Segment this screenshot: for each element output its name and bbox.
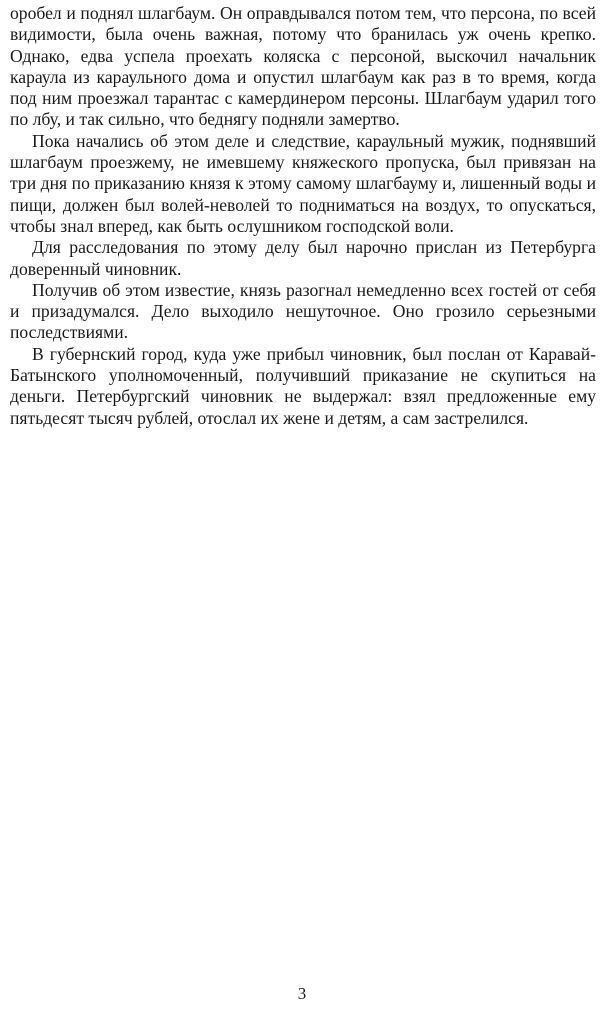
page-number: 3: [297, 984, 307, 1003]
paragraph-5: В губернский город, куда уже прибыл чиновник, был послан от Каравай-Батынского уполномоченный, получивший приказание не скупиться на деньги. Петербургский чиновник не выдержал: взял предложенные ему пятьдесят тысяч рублей, отослал их жене и детям, а сам застрелился.: [10, 343, 596, 428]
body-text: [10, 3, 596, 429]
paragraph-1: оробел и поднял шлагбаум. Он оправдывался потом тем, что персона, по всей видимости, была очень важная, потому что бранилась уж очень крепко. Однако, едва успела проехать коляска с персоной, выскочил начальник караула из караульного дома и опустил шлагбаум как раз в то время, когда под ним проезжал тарантас с камердинером персоны. Шлагбаум ударил того по лбу, и так сильно, что беднягу подняли замертво.: [10, 3, 596, 130]
paragraph-4: Получив об этом известие, князь разогнал немедленно всех гостей от себя и призадумался. Дело выходило нешуточное. Оно грозило серьезными последствиями.: [10, 279, 596, 343]
paragraph-2: Пока начались об этом деле и следствие, караульный мужик, поднявший шлагбаум проезжему, не имевшему княжеского пропуска, был привязан на три дня по приказанию князя к этому самому шлагбауму и, лишенный воды и пищи, должен был волей-неволей то подниматься на воздух, то опускаться, чтобы знал вперед, как быть ослушником господской воли.: [10, 130, 596, 236]
paragraph-3: Для расследования по этому делу был нарочно прислан из Петербурга доверенный чиновник.: [10, 237, 596, 279]
